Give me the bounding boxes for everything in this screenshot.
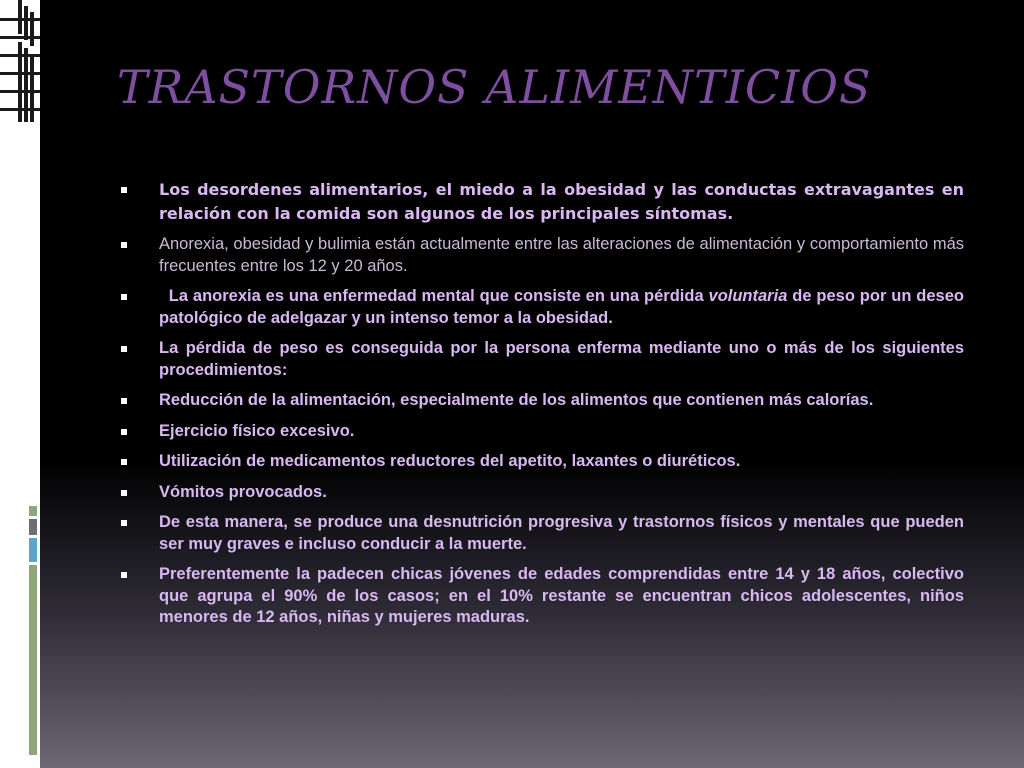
bullet-item xyxy=(118,421,964,443)
bullet-text-end: de peso por un deseo patológico de adelgazar y un intenso temor a la obesidad. xyxy=(159,287,964,327)
bullet-item xyxy=(118,178,964,225)
bullet-text: Vómitos provocados. xyxy=(159,482,327,501)
bullet-text xyxy=(159,287,964,327)
square-bullet-icon xyxy=(121,187,127,193)
bullet-item xyxy=(118,390,964,412)
bullet-text: Anorexia, obesidad y bulimia están actualmente entre las alteraciones de alimentación y comportamiento más frecuentes entre los 12 y 20 años. xyxy=(159,235,964,275)
bullet-text: Los desordenes alimentarios, el miedo a la obesidad y las conductas extravagantes en relación con la comida son algunos de los principales síntomas. xyxy=(159,180,964,223)
square-bullet-icon xyxy=(121,294,127,300)
bullet-text: La pérdida de peso es conseguida por la persona enferma mediante uno o más de los siguientes procedimientos: xyxy=(159,339,964,379)
accent-bar-green xyxy=(29,565,37,755)
bullet-item xyxy=(118,512,964,555)
accent-bar-gray xyxy=(29,519,37,535)
bullet-item xyxy=(118,451,964,473)
bullet-list xyxy=(118,178,964,638)
bullet-item xyxy=(118,286,964,329)
bullet-text-emphasis: voluntaria xyxy=(708,287,788,305)
bullet-text: Reducción de la alimentación, especialmente de los alimentos que contienen más calorías. xyxy=(159,391,874,409)
bullet-item xyxy=(118,482,964,504)
square-bullet-icon xyxy=(121,429,127,435)
bullet-text: Ejercicio físico excesivo. xyxy=(159,421,355,440)
bullet-text-start: La anorexia es una enfermedad mental que consiste en una pérdida xyxy=(168,287,709,305)
square-bullet-icon xyxy=(121,520,127,526)
square-bullet-icon xyxy=(121,398,127,404)
square-bullet-icon xyxy=(121,346,127,352)
accent-bar-blue xyxy=(29,538,37,562)
slide-title: TRASTORNOS ALIMENTICIOS xyxy=(117,60,872,114)
accent-bar-green-top xyxy=(29,506,37,516)
square-bullet-icon xyxy=(121,242,127,248)
square-bullet-icon xyxy=(121,490,127,496)
bullet-item xyxy=(118,234,964,277)
bullet-item xyxy=(118,564,964,629)
bullet-item xyxy=(118,338,964,381)
square-bullet-icon xyxy=(121,459,127,465)
folder-lines-icon xyxy=(0,0,40,130)
bullet-text: Preferentemente la padecen chicas jóvenes de edades comprendidas entre 14 y 18 años, colectivo que agrupa el 90% de los casos; en el 10% restante se encuentran chicos adolescentes, niños menores de 12 años, niñas y mujeres maduras. xyxy=(159,565,964,626)
bullet-text: De esta manera, se produce una desnutrición progresiva y trastornos físicos y mentales que pueden ser muy graves e incluso conducir a la muerte. xyxy=(159,513,964,553)
square-bullet-icon xyxy=(121,572,127,578)
bullet-text: Utilización de medicamentos reductores del apetito, laxantes o diuréticos. xyxy=(159,452,741,470)
left-decoration-strip xyxy=(0,0,40,768)
